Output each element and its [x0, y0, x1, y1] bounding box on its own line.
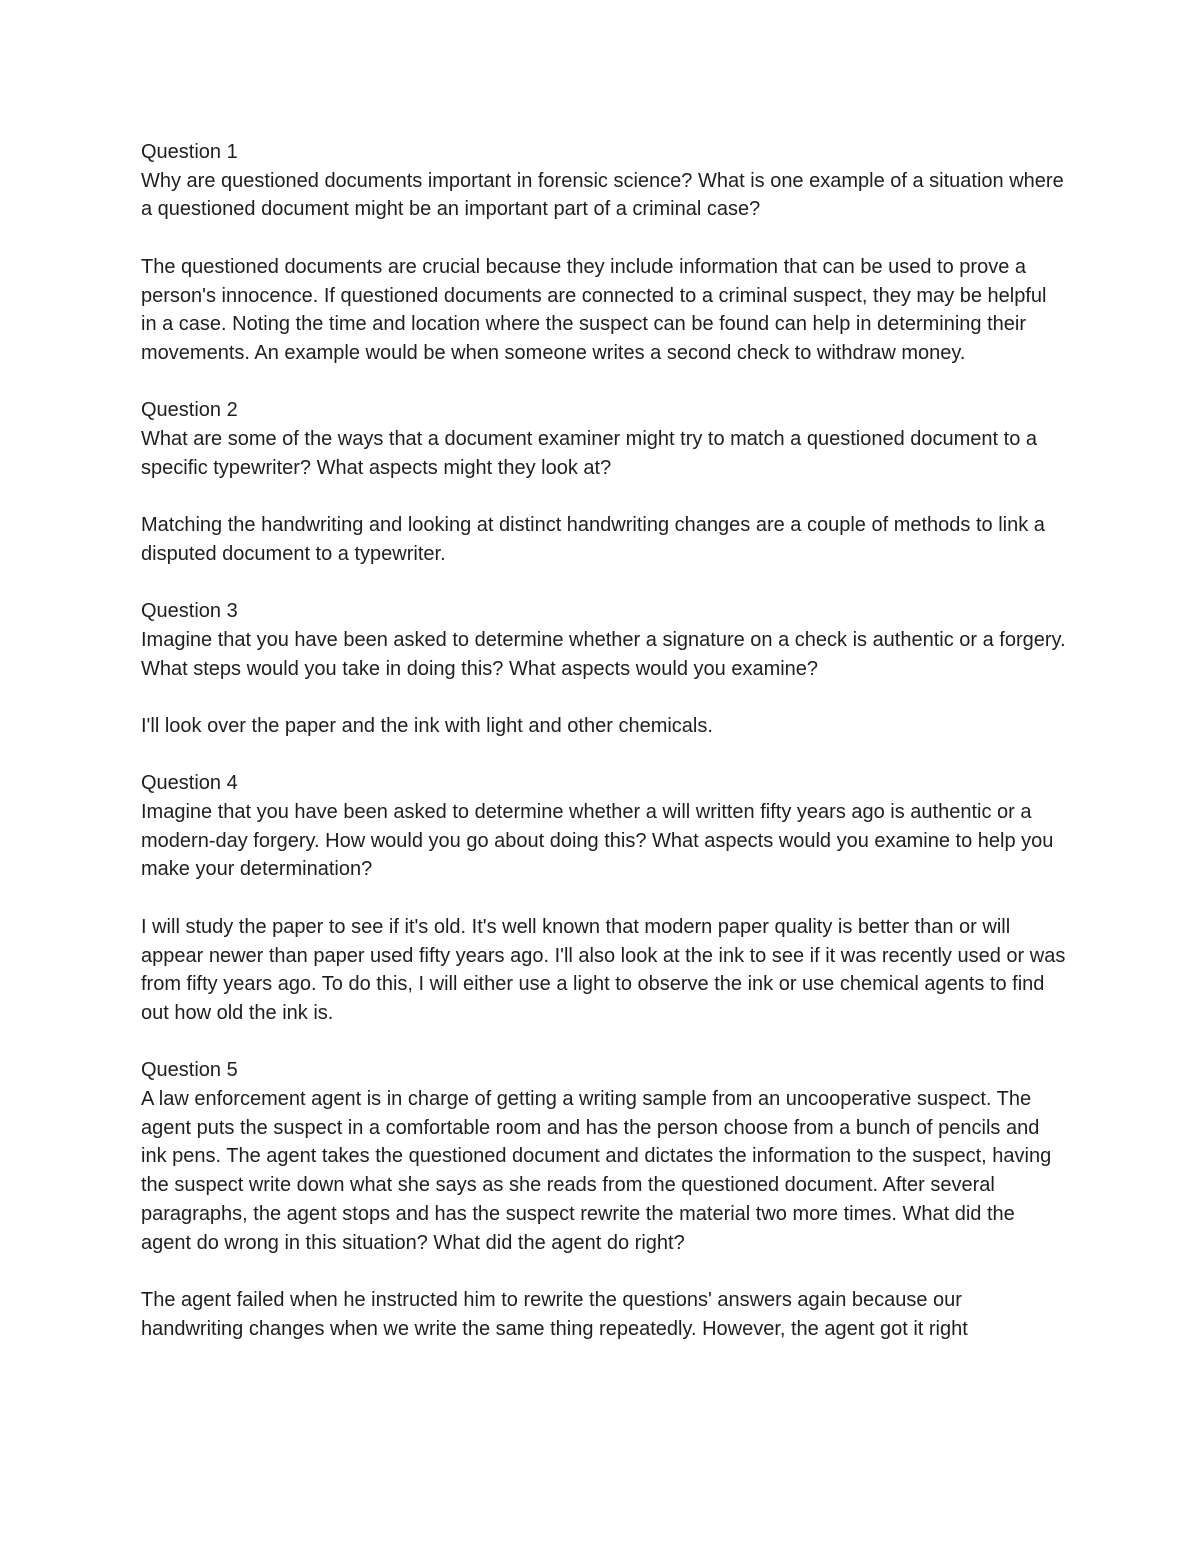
question-2-prompt: What are some of the ways that a document examiner might try to match a questioned document to a specific typewriter? What aspects might they look at? [141, 428, 1038, 479]
question-1-prompt: Why are questioned documents important in forensic science? What is one example of a situation where a questioned document might be an important part of a criminal case? [141, 169, 1064, 221]
question-4-prompt: Imagine that you have been asked to determine whether a will written fifty years ago is authentic or a modern-day forgery. How would you go about doing this? What aspects would you examine to help you make your determination? [141, 801, 1054, 881]
question-block-2 [141, 396, 1066, 568]
question-block-4 [141, 769, 1066, 1027]
question-5-answer: The agent failed when he instructed him to rewrite the questions' answers again because our handwriting changes when we write the same thing repeatedly. However, the agent got it right [141, 1288, 968, 1340]
question-1-label: Question 1 [141, 141, 238, 163]
question-4-answer: I will study the paper to see if it's old. It's well known that modern paper quality is better than or will appear newer than paper used fifty years ago. I'll also look at the ink to see if it was recently used or was from fifty years ago. To do this, I will either use a light to observe the ink or use chemical agents to find out how old the ink is. [141, 915, 1066, 1024]
question-1-answer: The questioned documents are crucial because they include information that can be used to prove a person's innocence. If questioned documents are connected to a criminal suspect, they may be helpful in a case. Noting the time and location where the suspect can be found can help in determining their movements. An example would be when someone writes a second check to withdraw money. [141, 255, 1047, 364]
question-5-prompt: A law enforcement agent is in charge of getting a writing sample from an uncooperative suspect. The agent puts the suspect in a comfortable room and has the person choose from a bunch of pencils and ink pens. The agent takes the questioned document and dictates the information to the suspect, having the suspect write down what she says as she reads from the questioned document. After several paragraphs, the agent stops and has the suspect rewrite the material two more times. What did the agent do wrong in this situation? What did the agent do right? [141, 1088, 1052, 1254]
question-block-1 [141, 138, 1066, 368]
question-block-5 [141, 1056, 1066, 1343]
question-3-prompt: Imagine that you have been asked to determine whether a signature on a check is authentic or a forgery. What steps would you take in doing this? What aspects would you examine? [141, 628, 1066, 680]
question-5-label: Question 5 [141, 1059, 238, 1082]
question-3-label: Question 3 [141, 600, 238, 623]
question-2-label: Question 2 [141, 399, 238, 422]
question-block-3 [141, 597, 1066, 741]
question-2-answer: Matching the handwriting and looking at distinct handwriting changes are a couple of methods to link a disputed document to a typewriter. [141, 514, 1045, 565]
question-4-label: Question 4 [141, 772, 238, 795]
question-3-answer: I'll look over the paper and the ink with light and other chemicals. [141, 714, 713, 737]
document-body [141, 138, 1066, 1372]
